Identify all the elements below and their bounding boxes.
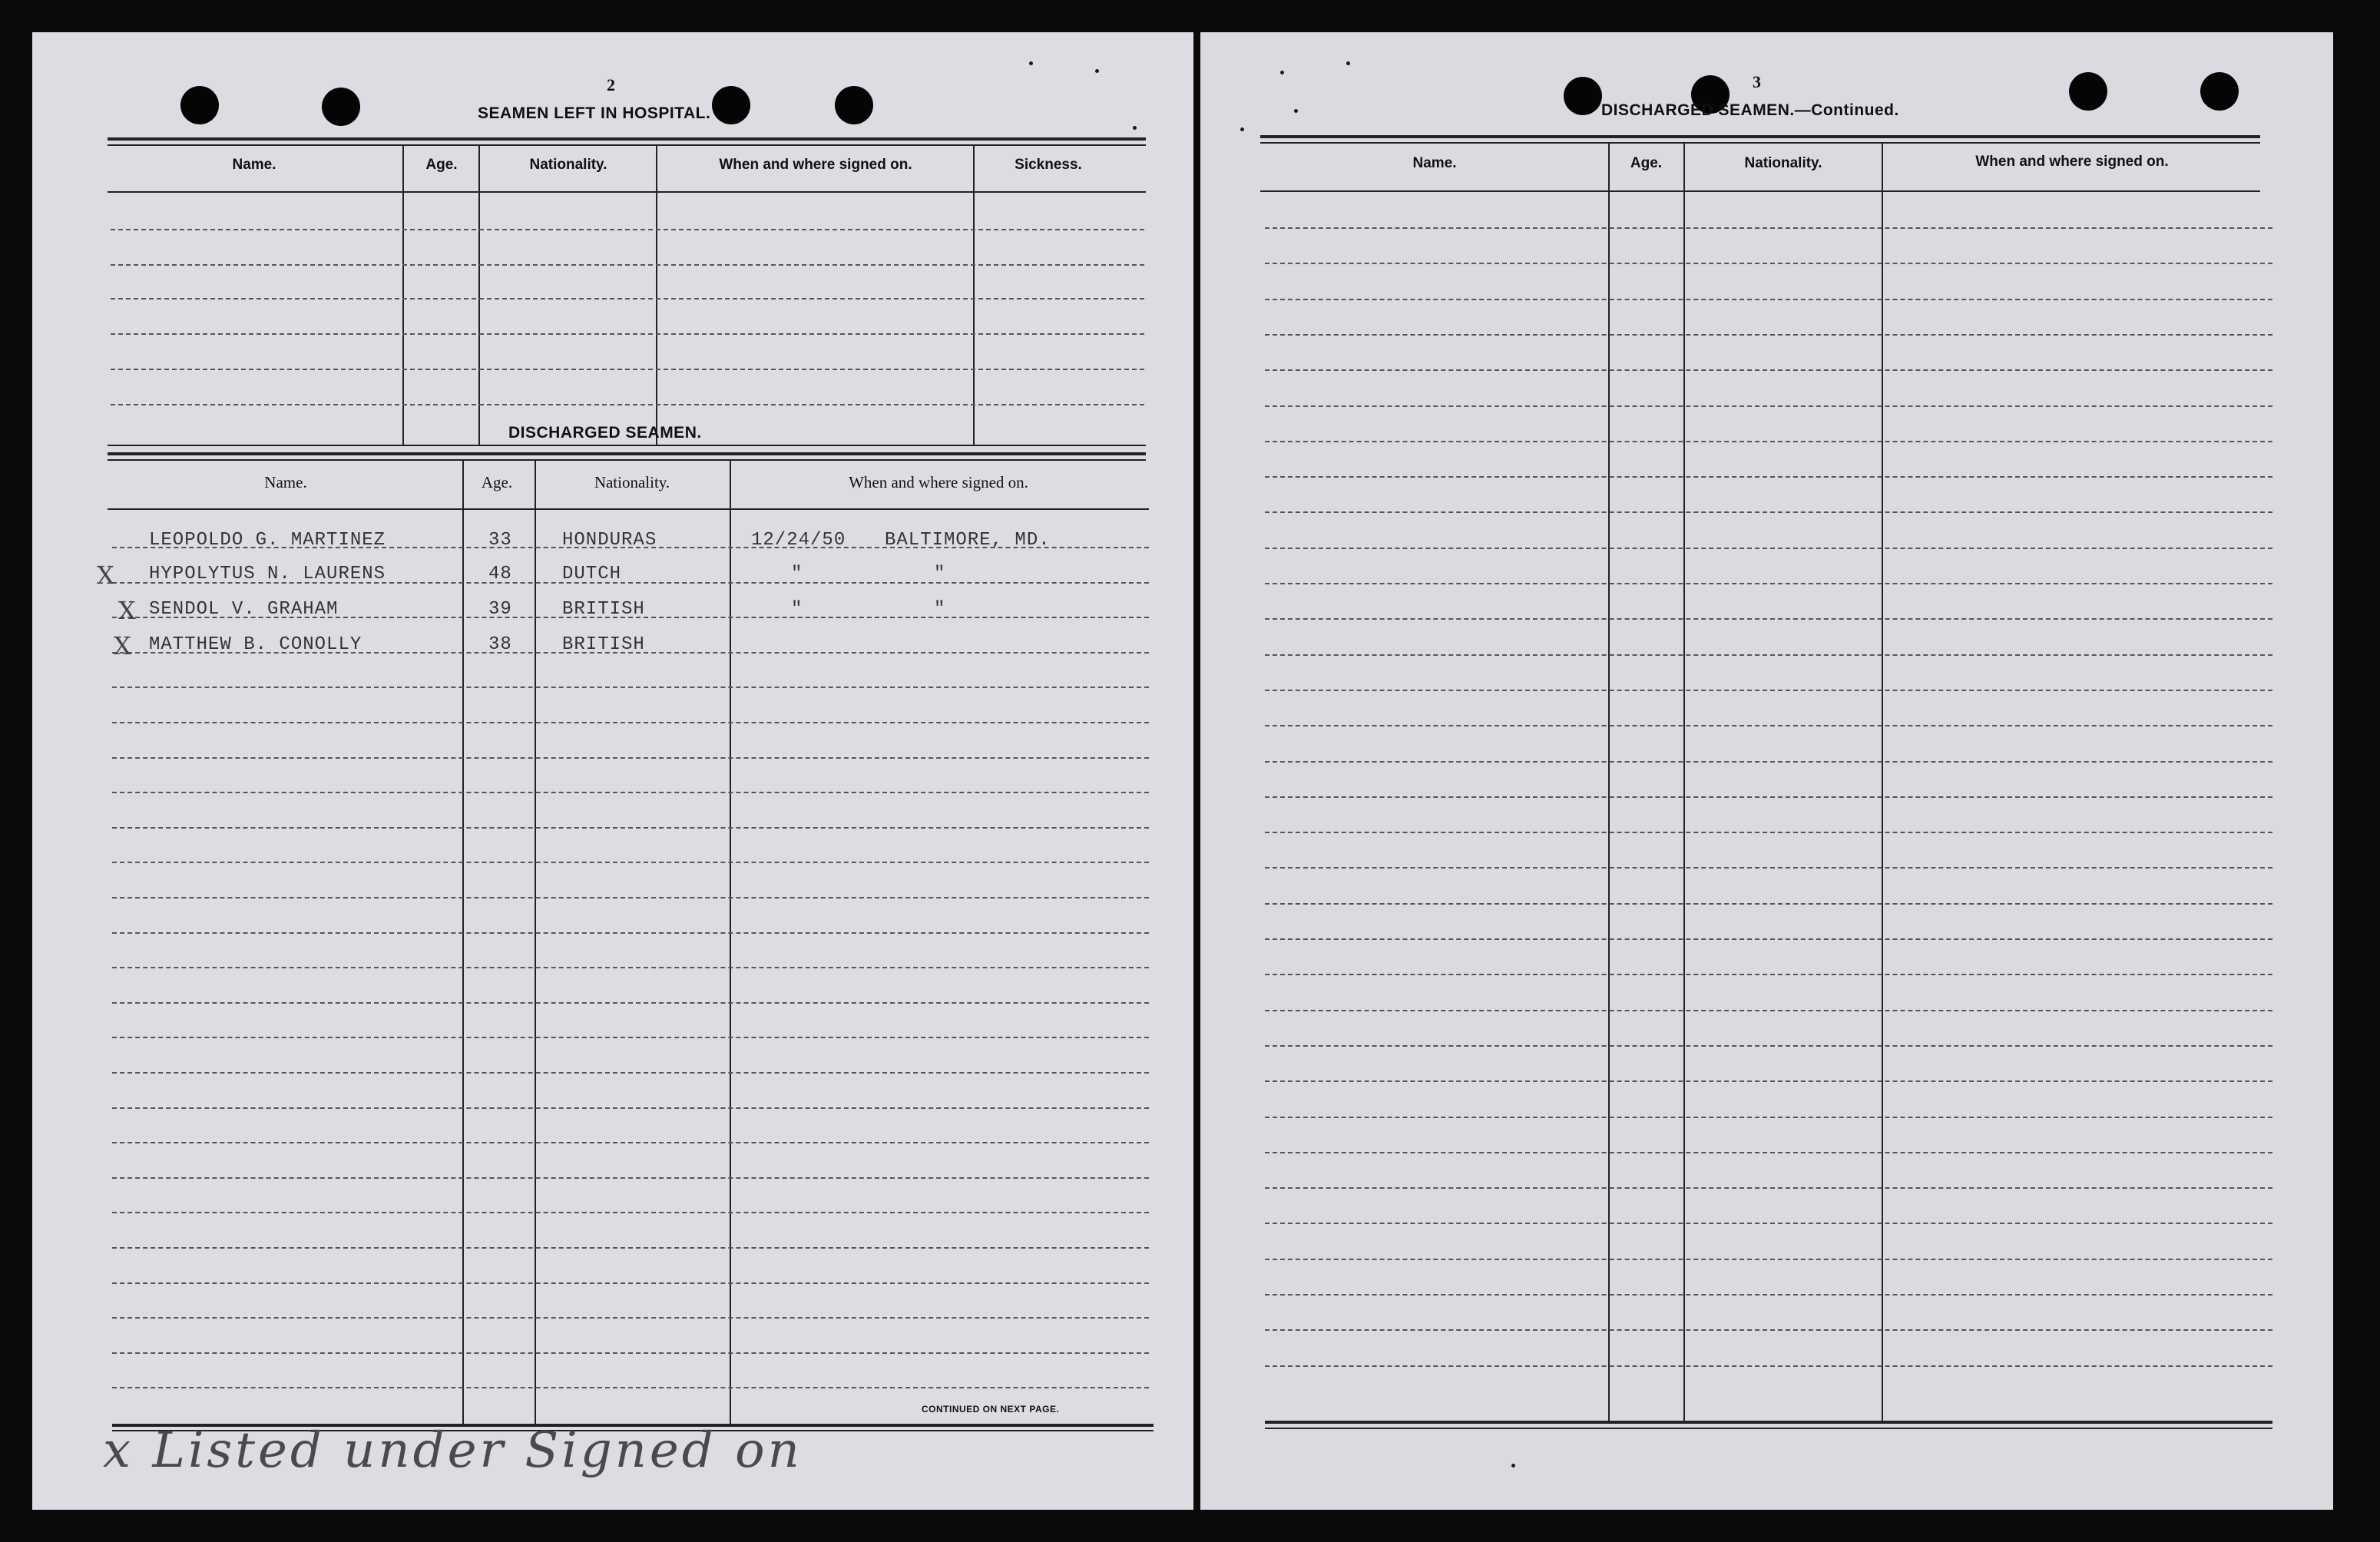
punch-hole <box>2069 72 2107 111</box>
ruled-line <box>112 792 1149 793</box>
ruled-line <box>112 687 1149 688</box>
ruled-line <box>112 1247 1149 1249</box>
col-sickness: Sickness. <box>1015 157 1082 173</box>
ruled-line <box>112 1037 1149 1038</box>
ruled-line <box>1265 369 2272 371</box>
rule <box>1260 142 2260 144</box>
punch-hole <box>712 86 750 124</box>
ruled-line <box>111 404 1144 405</box>
seaman-nationality: BRITISH <box>562 599 645 620</box>
ruled-line <box>112 1072 1149 1074</box>
ruled-line <box>1265 796 2272 798</box>
ruled-line <box>1265 1329 2272 1331</box>
col-signed-on: When and where signed on. <box>849 473 1028 491</box>
ruled-line <box>112 1177 1149 1179</box>
ink-speck <box>1346 61 1350 65</box>
ruled-line <box>1265 548 2272 549</box>
ink-speck <box>1095 69 1099 73</box>
ruled-line <box>111 229 1144 230</box>
ruled-line <box>1265 654 2272 656</box>
left-page <box>32 32 1193 1510</box>
ruled-line <box>112 1317 1149 1319</box>
ruled-line <box>1265 761 2272 763</box>
handwritten-note: x Listed under Signed on <box>103 1422 803 1479</box>
ink-speck <box>1240 127 1244 131</box>
seaman-name: SENDOL V. GRAHAM <box>149 599 339 620</box>
ruled-line <box>111 264 1144 266</box>
col-nationality: Nationality. <box>1744 155 1822 171</box>
check-mark: X <box>114 631 131 660</box>
col-age: Age. <box>481 473 513 491</box>
ruled-line <box>1265 1117 2272 1118</box>
ruled-line <box>1265 1294 2272 1295</box>
ruled-line <box>1265 1152 2272 1153</box>
ruled-line <box>112 1212 1149 1213</box>
punch-hole <box>322 88 360 126</box>
ink-speck <box>1294 109 1298 113</box>
ruled-line <box>112 722 1149 723</box>
seaman-nationality: DUTCH <box>562 564 622 584</box>
ruled-line <box>1265 1365 2272 1367</box>
continued-note: CONTINUED ON NEXT PAGE. <box>922 1404 1060 1415</box>
right-page <box>1200 32 2333 1510</box>
column-rule <box>730 459 731 1425</box>
col-age: Age. <box>1630 155 1663 171</box>
seaman-age: 33 <box>488 530 512 551</box>
col-name: Name. <box>264 473 307 491</box>
ruled-line <box>1265 334 2272 336</box>
seaman-name: LEOPOLDO G. MARTINEZ <box>149 530 386 551</box>
ruled-line <box>1265 511 2272 513</box>
punch-hole <box>180 86 219 124</box>
seaman-age: 39 <box>488 599 512 620</box>
col-nationality: Nationality. <box>594 473 670 491</box>
seaman-name: MATTHEW B. CONOLLY <box>149 634 362 655</box>
ruled-line <box>112 827 1149 829</box>
ruled-line <box>1265 1010 2272 1011</box>
ruled-line <box>112 1107 1149 1109</box>
signed-on-date: " <box>791 564 803 584</box>
punch-hole <box>1564 77 1602 115</box>
ink-speck <box>1280 71 1284 74</box>
ruled-line <box>111 298 1144 299</box>
col-name: Name. <box>1412 155 1457 171</box>
col-signed-on: When and where signed on. <box>1975 154 2169 170</box>
seaman-age: 38 <box>488 634 512 655</box>
column-rule <box>462 459 464 1425</box>
ruled-line <box>1265 938 2272 940</box>
col-signed-on: When and where signed on. <box>719 157 912 173</box>
rule <box>108 508 1149 510</box>
rule <box>1265 1428 2272 1429</box>
ruled-line <box>1265 263 2272 264</box>
ruled-line <box>1265 1080 2272 1082</box>
ruled-line <box>1265 227 2272 229</box>
col-name: Name. <box>232 157 276 173</box>
rule <box>108 144 1146 146</box>
rule <box>1260 135 2260 138</box>
ruled-line <box>1265 1259 2272 1260</box>
rule <box>108 191 1146 193</box>
rule <box>1260 190 2260 192</box>
ruled-line <box>1265 832 2272 833</box>
column-rule <box>402 144 404 445</box>
ruled-line <box>111 369 1144 370</box>
seaman-nationality: HONDURAS <box>562 530 657 551</box>
ruled-line <box>112 1352 1149 1354</box>
ruled-line <box>1265 903 2272 905</box>
hospital-section-title: SEAMEN LEFT IN HOSPITAL. <box>478 104 711 122</box>
column-rule <box>973 144 975 445</box>
discharged-section-title: DISCHARGED SEAMEN. <box>508 424 702 442</box>
rule <box>108 445 1146 446</box>
rule <box>1265 1421 2272 1424</box>
ruled-line <box>1265 476 2272 478</box>
check-mark: X <box>97 561 114 590</box>
punch-hole <box>2200 72 2239 111</box>
ruled-line <box>1265 1187 2272 1189</box>
col-age: Age. <box>425 157 458 173</box>
ruled-line <box>1265 725 2272 726</box>
ruled-line <box>1265 441 2272 442</box>
ruled-line <box>112 1387 1149 1388</box>
rule <box>108 459 1146 461</box>
column-rule <box>656 144 657 445</box>
ruled-line <box>1265 867 2272 869</box>
column-rule <box>535 459 536 1425</box>
ruled-line <box>1265 1223 2272 1224</box>
page-title: DISCHARGED SEAMEN.—Continued. <box>1601 101 1899 119</box>
signed-on-place: " <box>934 599 946 620</box>
ruled-line <box>112 862 1149 863</box>
signed-on-place: BALTIMORE, MD. <box>885 530 1051 551</box>
ruled-line <box>1265 1045 2272 1047</box>
ruled-line <box>112 967 1149 968</box>
ruled-line <box>112 932 1149 934</box>
ruled-line <box>112 897 1149 898</box>
ruled-line <box>1265 299 2272 300</box>
ruled-line <box>112 1282 1149 1284</box>
ruled-line <box>1265 618 2272 620</box>
ruled-line <box>1265 690 2272 691</box>
ruled-line <box>112 757 1149 759</box>
page-number: 3 <box>1753 72 1761 91</box>
signed-on-date: " <box>791 599 803 620</box>
signed-on-date: 12/24/50 <box>751 530 846 551</box>
seaman-age: 48 <box>488 564 512 584</box>
ink-speck <box>1029 61 1033 65</box>
rule <box>108 137 1146 141</box>
rule <box>108 452 1146 455</box>
ruled-line <box>1265 974 2272 975</box>
check-mark: X <box>118 596 136 625</box>
ruled-line <box>1265 405 2272 407</box>
ink-speck <box>1133 126 1137 130</box>
seaman-name: HYPOLYTUS N. LAURENS <box>149 564 386 584</box>
ruled-line <box>1265 583 2272 584</box>
ruled-line <box>112 1142 1149 1143</box>
ruled-line <box>112 1002 1149 1004</box>
signed-on-place: " <box>934 564 946 584</box>
column-rule <box>478 144 480 445</box>
page-number: 2 <box>607 75 615 94</box>
ruled-line <box>111 333 1144 335</box>
ink-speck <box>1511 1464 1515 1468</box>
col-nationality: Nationality. <box>529 157 607 173</box>
punch-hole <box>835 86 873 124</box>
seaman-nationality: BRITISH <box>562 634 645 655</box>
